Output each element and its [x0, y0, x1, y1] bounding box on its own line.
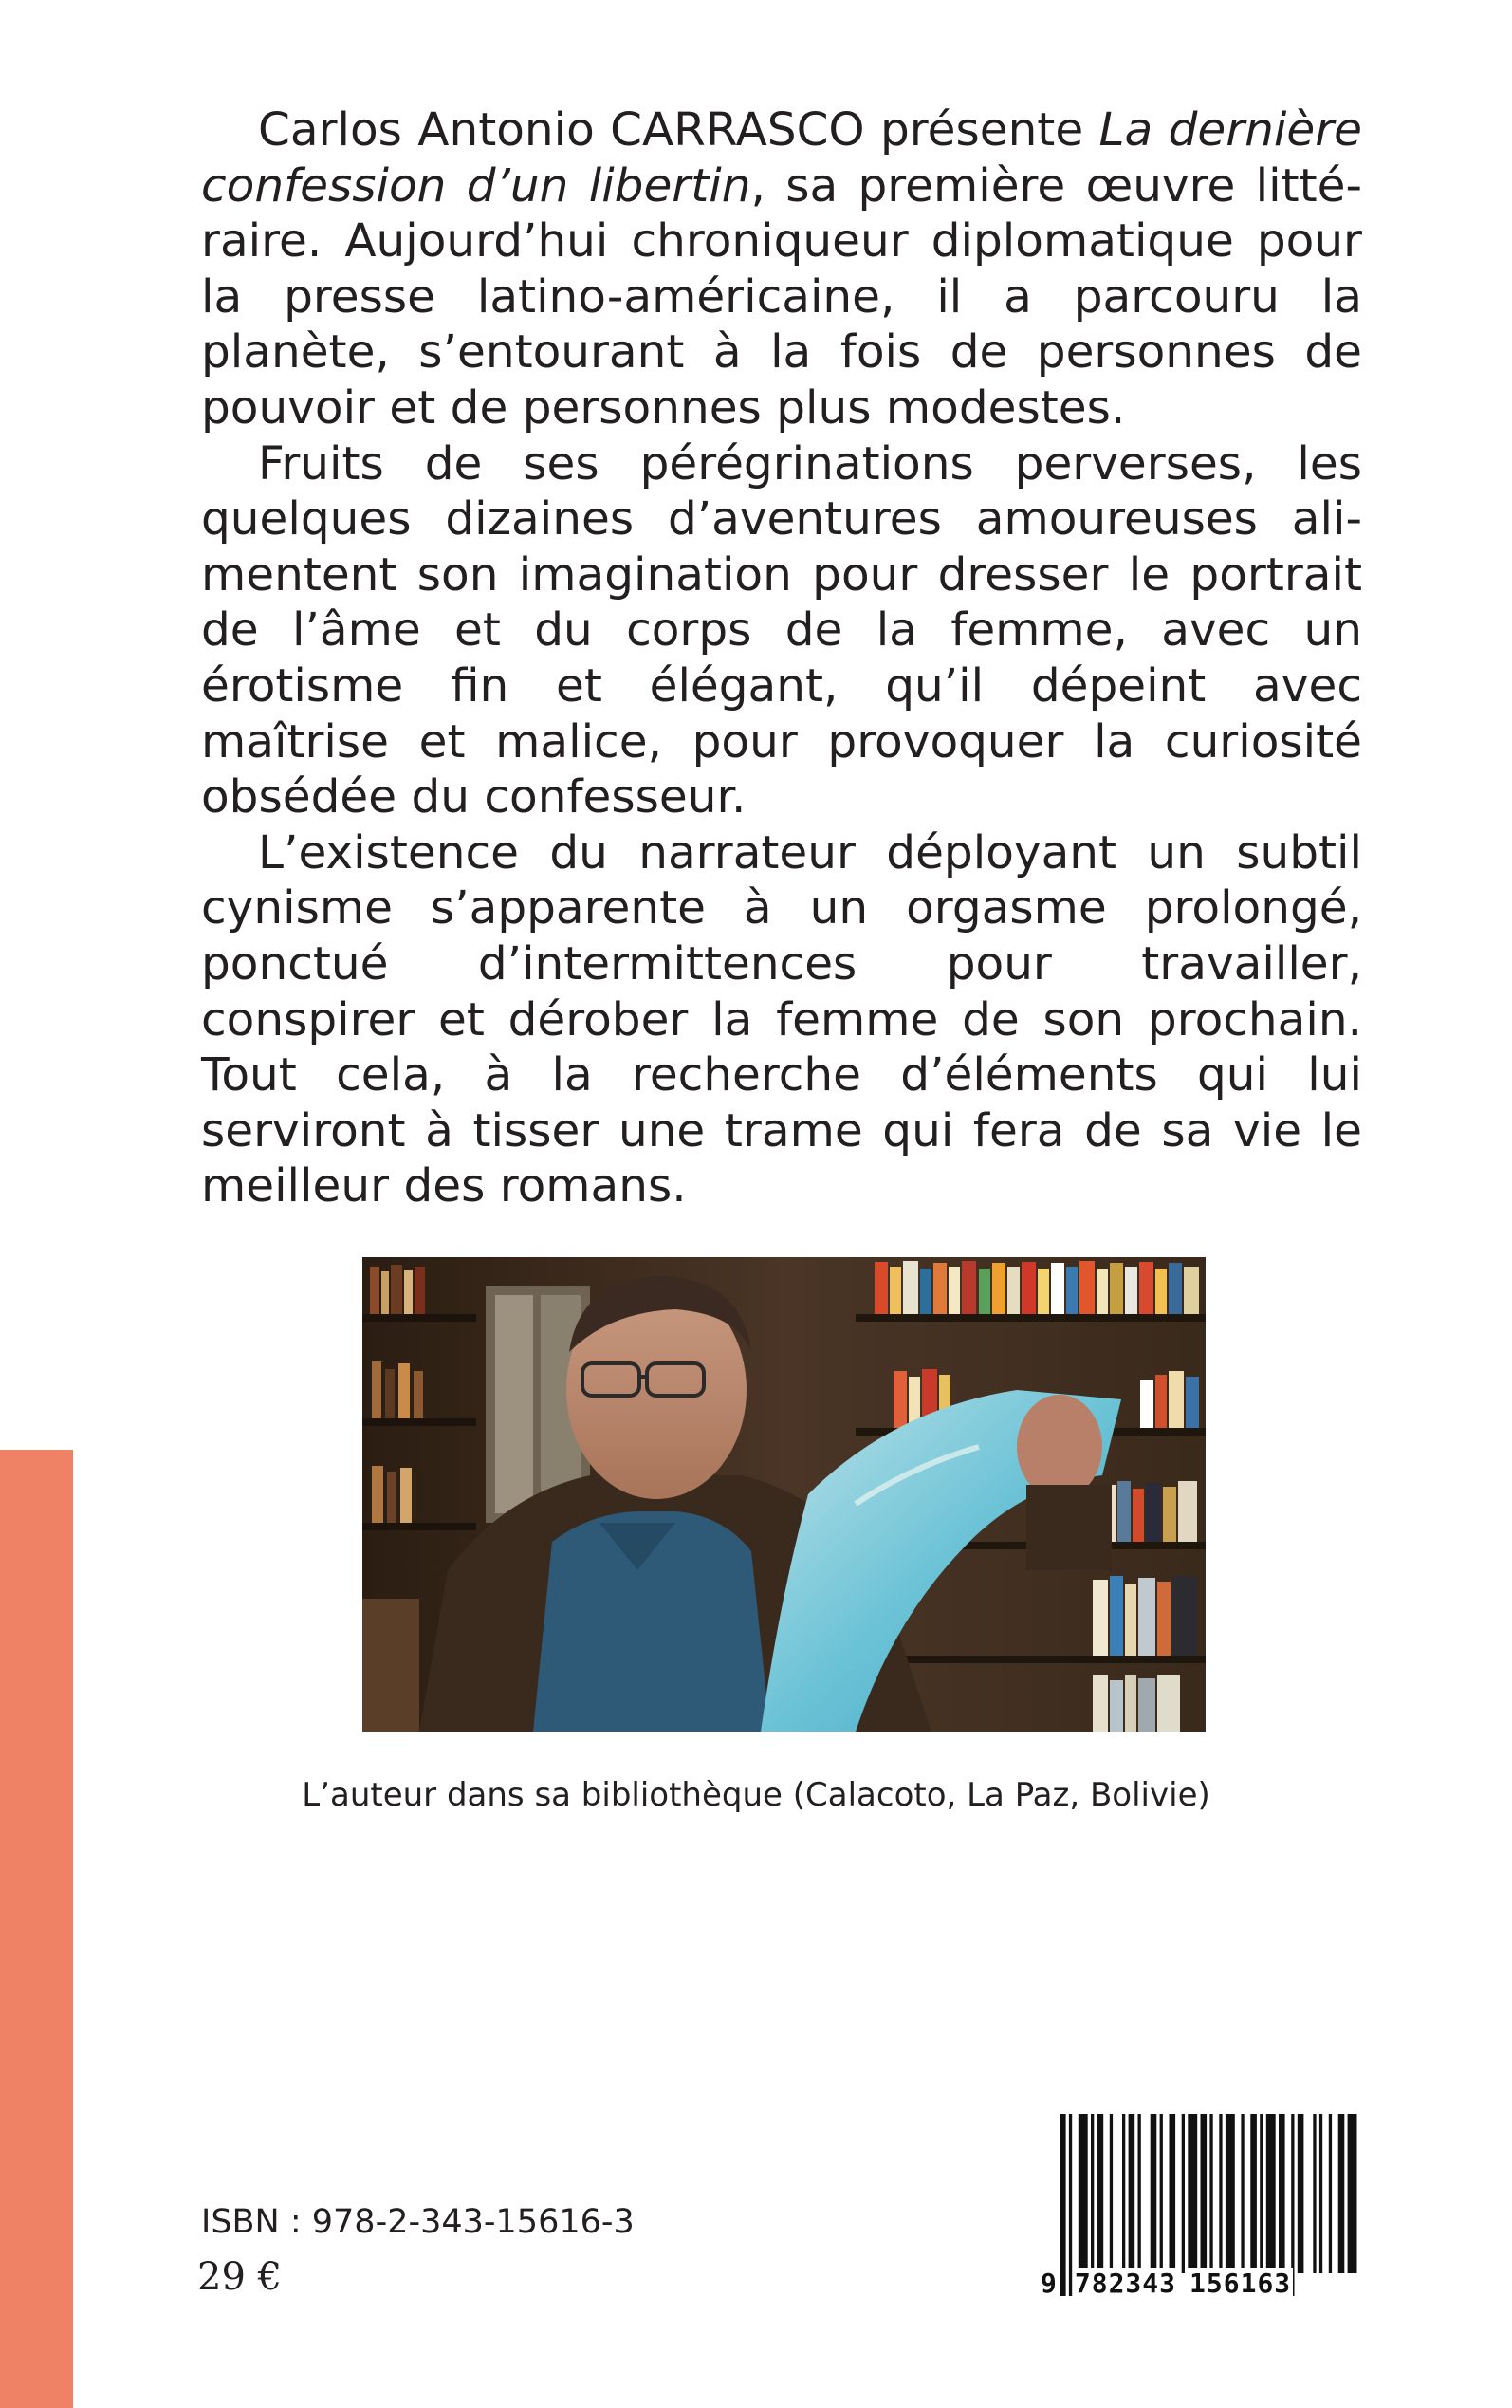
barcode-bar — [1182, 2114, 1185, 2273]
barcode-bar — [1097, 2114, 1104, 2273]
barcode-left-group: 782343 — [1074, 2268, 1177, 2299]
barcode-bar — [1122, 2114, 1125, 2273]
barcode-bar — [1160, 2114, 1163, 2273]
barcode-bar — [1138, 2114, 1141, 2273]
barcode-bar — [1129, 2114, 1135, 2273]
blurb-paragraph-3: L’existence du narrateur déployant un subtil cynisme s’apparente à un orgasme prolongé, ponctué d’intermittences pour travailler, conspirer et dérober la femme de son prochain. Tout cela, à la recherche d’éléments qui lui serviront à tisser une trame qui fera de sa vie le meilleur des romans. — [201, 825, 1362, 1213]
book-title: La dernière confession d’un libertin — [201, 103, 1363, 213]
barcode-first-digit: 9 — [1041, 2268, 1058, 2299]
barcode-right-group: 156163 — [1189, 2268, 1292, 2299]
barcode-bar — [1266, 2114, 1276, 2273]
barcode-bar — [1151, 2114, 1157, 2273]
barcode-bar — [1319, 2114, 1322, 2273]
barcode-bar — [1313, 2114, 1316, 2273]
barcode-bar — [1079, 2114, 1088, 2273]
barcode-bar — [1201, 2114, 1208, 2273]
isbn-text: ISBN : 978-2-343-15616-3 — [201, 2203, 635, 2241]
price-text: 29 € — [197, 2255, 283, 2299]
barcode-bar — [1250, 2114, 1257, 2273]
barcode-bar — [1329, 2114, 1332, 2273]
back-cover-blurb — [201, 102, 1362, 1214]
barcode-bar — [1338, 2114, 1345, 2273]
barcode-bar — [1209, 2114, 1212, 2273]
barcode-bar — [1110, 2114, 1113, 2273]
barcode-bar — [1348, 2114, 1357, 2273]
barcode-bar — [1219, 2114, 1222, 2273]
cover-accent-band — [0, 1450, 73, 2408]
barcode-bar — [1091, 2114, 1094, 2273]
blurb-paragraph-1 — [201, 102, 1362, 436]
barcode-bar — [1298, 2114, 1304, 2273]
blurb-p1-intro: Carlos Antonio CARRASCO présente — [258, 103, 1099, 157]
barcode-bar — [1260, 2114, 1263, 2273]
blurb-paragraph-2: Fruits de ses pérégrinations perverses, les quelques dizaines d’aventures amoureuses alimentent son imagination pour dresser le portrait de l’âme et du corps de la femme, avec un érotisme fin et élégant, qu’il dépeint avec maîtrise et malice, pour provoquer la curiosité obsédée du confesseur. — [201, 436, 1362, 824]
barcode-bar — [1188, 2114, 1197, 2273]
barcode-digits — [1039, 2268, 1361, 2299]
barcode-bar — [1241, 2114, 1244, 2273]
blurb-p1-rest: , sa première œuvre littéraire. Aujourd’hui chroniqueur diplomatique pour la presse latino-américaine, il a parcouru la planète, s’entourant à la fois de personnes de pouvoir et de personnes plus modestes. — [201, 158, 1362, 435]
barcode-bar — [1226, 2114, 1235, 2273]
barcode-bar — [1170, 2114, 1176, 2273]
photo-caption: L’auteur dans sa bibliothèque (Calacoto, La Paz, Bolivie) — [302, 1776, 1210, 1814]
author-photo — [362, 1257, 1206, 1732]
